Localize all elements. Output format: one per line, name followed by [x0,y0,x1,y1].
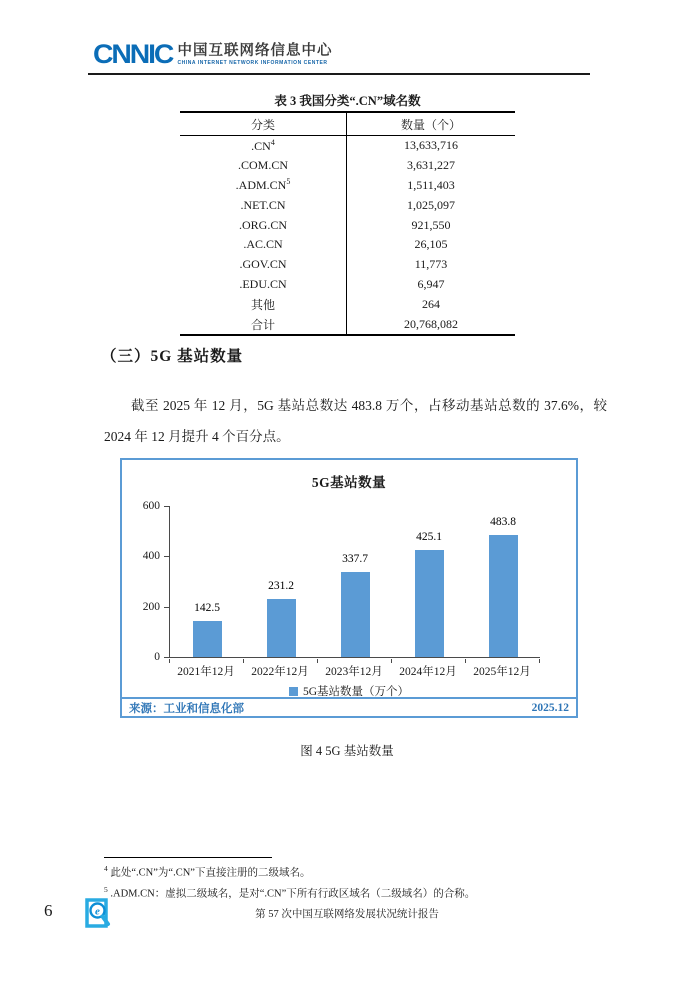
cell-category: .ORG.CN [180,215,347,235]
cn-domains-table [180,111,515,336]
cell-count: 1,025,097 [407,197,455,212]
table-row [180,314,515,335]
legend-swatch-icon [289,687,298,696]
table-row [180,215,515,235]
org-name-cn: 中国互联网络信息中心 [177,43,333,59]
table-row [180,136,515,156]
bar-value-label: 231.2 [268,579,294,592]
y-axis-tick-label: 200 [142,600,160,613]
bar-value-label: 483.8 [490,516,516,529]
x-axis-category-label: 2021年12月 [177,666,235,678]
chart-x-axis-labels [169,663,539,679]
svg-text:e: e [95,905,100,918]
table-header-row [180,112,515,136]
x-axis-tick-mark [539,659,540,663]
col-header-category: 分类 [180,112,347,136]
footnotes [104,861,608,902]
cell-count: 1,511,403 [407,177,455,192]
cell-count: 20,768,082 [404,316,458,331]
col-header-count: 数量（个） [347,112,516,136]
footnote-5-text: .ADM.CN：虚拟二级域名，是对“.CN”下所有行政区域名（二级域名）的合称。 [110,888,476,899]
bar-2024年12月 [415,550,444,657]
y-axis-tick-mark [164,506,169,507]
x-axis-tick-mark [317,659,318,663]
figure-caption: 图 4 5G 基站数量 [300,744,394,758]
table-row [180,235,515,255]
table-row [180,156,515,176]
footnote-5-marker: 5 [104,884,108,894]
bar-2022年12月 [267,599,296,657]
cell-category: 其他 [180,294,347,314]
bar-value-label: 425.1 [416,531,442,544]
table-row [180,275,515,295]
body-paragraph: 截至 2025 年 12 月，5G 基站总数达 483.8 万个，占移动基站总数的 37.6%，较 2024 年 12 月提升 4 个百分点。 [104,398,607,444]
chart-source-label: 来源：工业和信息化部 [129,702,244,715]
cell-category: 合计 [180,314,347,335]
y-axis-tick-label: 400 [142,550,160,563]
x-axis-tick-mark [391,659,392,663]
table-row [180,294,515,314]
cell-category: .GOV.CN [180,255,347,275]
bar-value-label: 337.7 [342,553,368,566]
cell-category: $.CN^4$ [180,136,347,156]
footnote-4-marker: 4 [104,864,108,873]
x-axis-category-label: 2022年12月 [251,666,309,678]
footnote-5 [104,882,608,903]
x-axis-category-label: 2023年12月 [325,666,383,678]
x-axis-category-label: 2024年12月 [399,666,457,678]
chart-source-row [122,697,576,716]
cnnic-logo: CNNIC [93,39,173,69]
y-axis-tick-label: 0 [154,651,160,663]
org-name-en: CHINA INTERNET NETWORK INFORMATION CENTER [177,60,328,66]
cell-category: .NET.CN [180,195,347,215]
chart-title: 5G基站数量 [311,475,387,490]
section-heading: （三）5G 基站数量 [101,348,244,365]
footnote-4 [104,861,608,882]
cell-count: 13,633,716 [404,138,458,153]
cell-category: $.ADM.CN^5$ [180,176,347,196]
footnote-rule [104,857,272,858]
footer-report-title: 第 57 次中国互联网络发展状况统计报告 [255,909,439,920]
5g-base-station-chart [120,458,578,718]
chart-period-label: 2025.12 [531,701,569,714]
page-number: 6 [44,901,53,920]
y-axis-tick-mark [164,607,169,608]
table-row [180,195,515,215]
y-axis-tick-mark [164,556,169,557]
page-header [93,39,333,69]
cell-category: .AC.CN [180,235,347,255]
cell-count: 11,773 [414,257,448,272]
y-axis-tick-label: 600 [142,500,160,512]
table-row [180,176,515,196]
footnote-4-text: 此处“.CN”为“.CN”下直接注册的二级域名。 [110,867,311,879]
chart-plot-area [169,506,540,658]
legend-label: 5G基站数量（万个） [302,686,410,698]
cell-category: .COM.CN [180,156,347,176]
x-axis-tick-mark [243,659,244,663]
header-rule [88,73,590,75]
bar-value-label: 142.5 [194,602,220,615]
cell-count: 26,105 [414,237,448,252]
bar-2021年12月 [193,621,222,657]
bar-2023年12月 [341,572,370,657]
x-axis-tick-mark [169,659,170,663]
cell-count: 3,631,227 [407,158,455,173]
cell-count: 6,947 [417,276,445,291]
cell-category: .EDU.CN [180,275,347,295]
x-axis-tick-mark [465,659,466,663]
org-names [178,42,333,66]
table-row [180,255,515,275]
table-title: 表 3 我国分类“.CN”域名数 [274,94,421,108]
cell-count: 264 [422,296,440,311]
cell-count: 921,550 [411,217,451,232]
x-axis-category-label: 2025年12月 [473,666,531,678]
bar-2025年12月 [489,535,518,657]
